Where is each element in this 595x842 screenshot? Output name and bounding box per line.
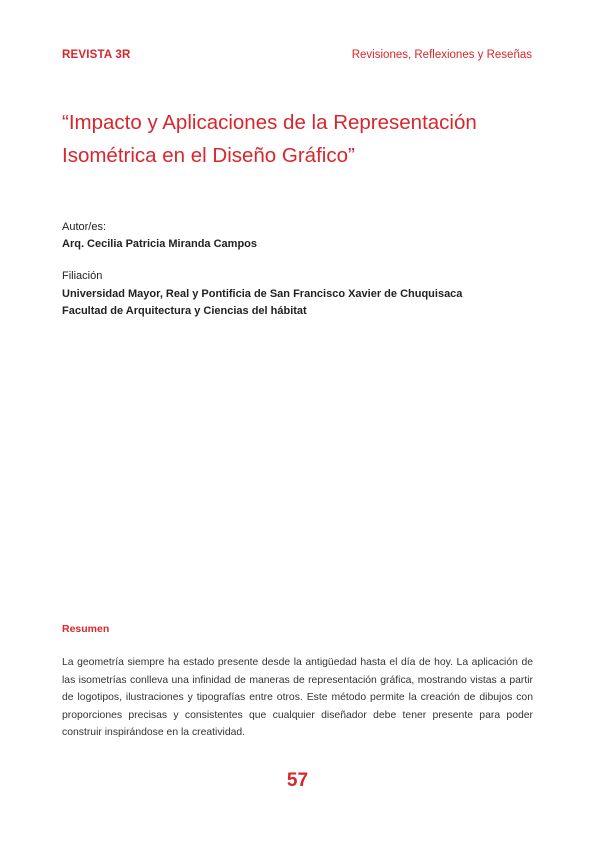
affiliation-faculty: Facultad de Arquitectura y Ciencias del hábitat (62, 305, 307, 317)
section-name: Revisiones, Reflexiones y Reseñas (351, 49, 532, 61)
page-number: 57 (286, 770, 309, 791)
author-name: Arq. Cecilia Patricia Miranda Campos (62, 238, 258, 250)
affiliation-label: Filiación (62, 270, 103, 282)
abstract-text: La geometría siempre ha estado presente desde la antigüedad hasta el día de hoy. La aplicación de las isometrías conlleva una infinidad de maneras de representación gráfica, mostrando vistas a partir de logotipos, ilustraciones y tipografías entre otros. Este método permite la creación de dibujos con proporciones precisas y consistentes que cualquier diseñador debe tener presente para poder construir inspirándose en la creatividad. (62, 657, 533, 739)
authors-label: Autor/es: (62, 221, 107, 233)
affiliation-university: Universidad Mayor, Real y Pontificia de San Francisco Xavier de Chuquisaca (62, 288, 463, 300)
abstract-heading: Resumen (62, 623, 110, 635)
journal-name: REVISTA 3R (62, 49, 131, 61)
article-title: “Impacto y Aplicaciones de la Representación Isométrica en el Diseño Gráfico” (62, 111, 477, 167)
